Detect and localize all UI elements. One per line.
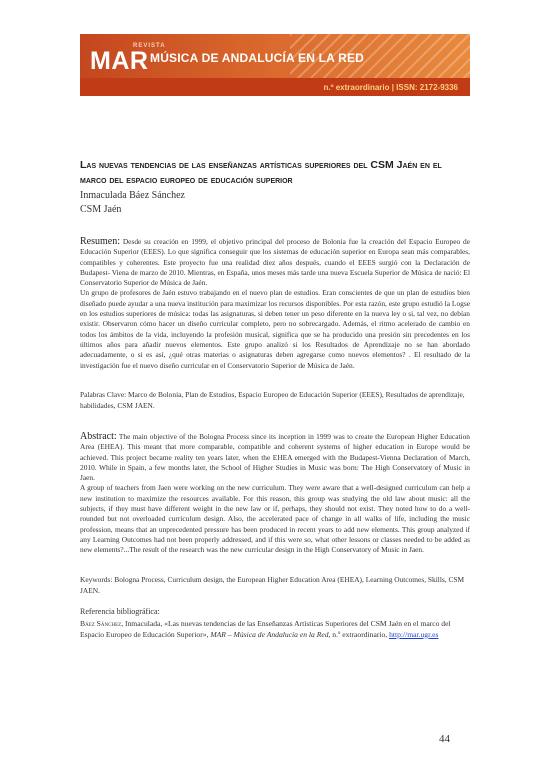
resumen-paragraph-1: Desde su creación en 1999, el objetivo principal del proceso de Bolonia fue la creación del Espacio Europeo de Educación Superior (EEES). Lo que significa conseguir que los sistemas de educación superior en Europa sean más comparables, compatibles y coherentes. Este proyecto fue una realidad diez años después, cuando el EEES surgió con la Declaración de Budapest- Viena de marzo de 2010. Mientras, en España, unos meses más tarde una nueva Escuela Superior de Música de nació: El Conservatorio Superior de Música de Jaén. [80, 237, 470, 288]
keywords-label-en: Keywords: [80, 575, 113, 584]
reference-citation [80, 619, 470, 640]
reference-label: Referencia bibliográfica: [80, 607, 160, 616]
reference-journal: MAR – Música de Andalucía en la Red [210, 629, 329, 639]
abstract-section [80, 432, 470, 556]
abstract-label: Abstract: [80, 431, 117, 442]
banner-logo-mar: MAR [90, 47, 149, 75]
article-title: Las nuevas tendencias de las enseñanzas artísticas superiores del CSM Jaén en el marco del espacio europeo de educación superior [80, 159, 442, 186]
reference-author: Báez Sánchez [80, 619, 122, 628]
resumen-label: Resumen: [80, 236, 120, 247]
abstract-keywords [80, 575, 470, 596]
abstract-paragraph-2: A group of teachers from Jaen were working on the new curriculum. They were aware that a well-designed curriculum can help a new institution to maximize the resources available. For this reason, this group was studying the old law about music: all the subjects, if they must have different weight in the new law or if, perhaps, they should not exist. They noted how to do a well-rounded but not overloaded curriculum design. Also, the accelerated pace of change in all walks of life, including the music profession, means that an unprecedented pressure has been produced in recent years to add new elements. This group analyzed if any Learning Outcomes had not been properly addressed, and if this were so, what other lessons or classes needed to be added as new elements?...The result of the research was the new curricular design in the High Conservatory of Music in Jaen. [80, 483, 470, 555]
reference-issue: , n.º extraordinario, [328, 629, 390, 639]
reference-text: , Inmaculada, «Las nuevas tendencias de las Enseñanzas Artísticas Superiores del CSM Jaén en el marco del Espacio Europeo de Educación Superior», [80, 619, 451, 639]
banner-revista: REVISTA [133, 43, 166, 49]
abstract-paragraph-1: The main objective of the Bologna Process since its inception in 1999 was to create the European Higher Education Area (EHEA). This meant that more comparable, compatible and coherent systems of higher education in Europe would be achieved. This project became reality ten years later, when the EHEA emerged with the Budapest-Vienna Declaration of March, 2010. While in Spain, a few months later, the School of Higher Studies in Music was born: The High Conservatory of Music in Jaen. [80, 432, 470, 483]
keywords-es: Marco de Bolonia, Plan de Estudios, Espacio Europeo de Educación Superior (EEES), Resultados de aprendizaje, habilidades, CSM JAEN. [80, 390, 465, 410]
resumen-keywords [80, 390, 470, 411]
journal-banner [80, 34, 470, 96]
banner-issue: n.º extraordinario | ISSN: 2172-9336 [323, 83, 458, 92]
keywords-en: Bologna Process, Curriculum design, the European Higher Education Area (EHEA), Learning Outcomes, Skills, CSM JAEN. [80, 575, 465, 595]
resumen-paragraph-2: Un grupo de profesores de Jaén estuvo trabajando en el nuevo plan de estudios. Eran conscientes de que un plan de estudios bien diseñado puede ayudar a una nueva institución para maximizar los recursos disponibles. Por esta razón, este grupo estudió la Logse en los estudios superiores de música: todas las asignaturas, si deben tener un peso diferente en la nueva ley o si, tal vez, no debían existir. Observaron cómo hacer un diseño curricular completo, pero no sobrecargado. Además, el ritmo acelerado de cambio en todos los ámbitos de la vida, incluyendo la profesión musical, significa que se ha producido una presión sin precedentes en los últimos años para añadir nuevos elementos. Este grupo analizó si los Resultados de Aprendizaje no se han abordado adecuadamente, o si es así, ¿qué otras materias o asignaturas deben agregarse como nuevos elementos? . El resultado de la investigación fue el nuevo diseño curricular en el Conservatorio Superior de Música de Jaén. [80, 288, 470, 370]
keywords-label-es: Palabras Clave: [80, 390, 127, 399]
article-author: Inmaculada Báez Sánchez [80, 190, 185, 201]
banner-subtitle: MÚSICA DE ANDALUCÍA EN LA RED [150, 51, 365, 65]
page-number: 44 [439, 733, 450, 745]
article-institution: CSM Jaén [80, 204, 122, 215]
reference-url-link[interactable]: http://mar.ugr.es [389, 629, 439, 639]
resumen-section [80, 237, 470, 371]
